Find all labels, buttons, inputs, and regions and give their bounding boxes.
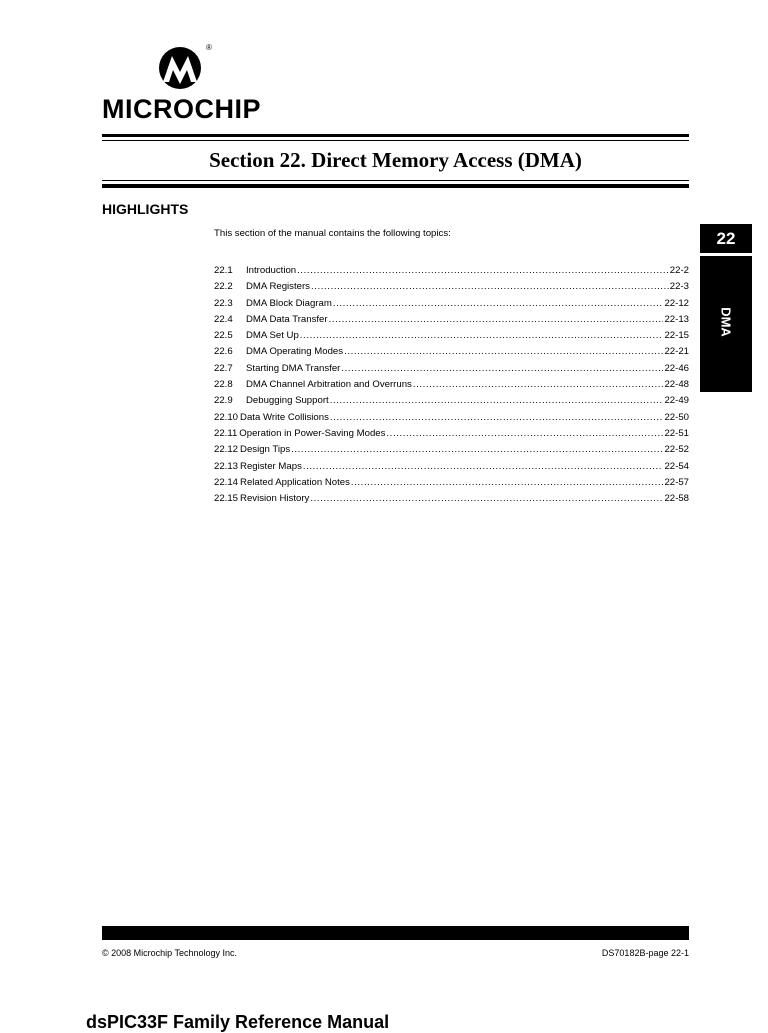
- toc-entry-title: Introduction: [246, 265, 297, 276]
- chapter-tab-label: DMA: [718, 307, 734, 337]
- toc-entry-leader-dots: [413, 378, 664, 391]
- toc-entry-number: 22.13: [214, 460, 239, 472]
- toc-entry[interactable]: [214, 411, 689, 427]
- toc-entry[interactable]: [214, 362, 689, 378]
- microchip-logo-icon: [150, 42, 216, 90]
- toc-entry-title: Starting DMA Transfer: [246, 362, 341, 374]
- toc-entry-page: 22-2: [669, 265, 689, 276]
- toc-entry-page: 22-52: [664, 444, 689, 456]
- toc-entry-number: 22.5: [214, 330, 233, 342]
- toc-entry-number: 22.10: [214, 411, 239, 423]
- toc-entry-page: 22-48: [664, 379, 689, 391]
- toc-entry-number: 22.1: [214, 265, 233, 276]
- toc-entry[interactable]: [214, 460, 689, 476]
- title-rule-bottom-thick: [102, 184, 689, 188]
- toc-entry-number: 22.7: [214, 362, 233, 374]
- toc-entry-title: Revision History: [240, 493, 310, 505]
- toc-entry-leader-dots: [330, 411, 664, 424]
- toc-entry-leader-dots: [303, 460, 664, 473]
- footer-copyright: © 2008 Microchip Technology Inc.: [102, 948, 238, 958]
- toc-entry[interactable]: [214, 378, 689, 394]
- toc-entry-leader-dots: [386, 427, 663, 440]
- toc-entry-title: Design Tips: [240, 444, 291, 456]
- toc-entry-page: 22-51: [664, 427, 689, 439]
- toc-entry-title: DMA Operating Modes: [246, 346, 344, 358]
- toc-entry-title: DMA Channel Arbitration and Overruns: [246, 379, 412, 391]
- toc-entry[interactable]: [214, 313, 689, 329]
- toc-entry-page: 22-21: [664, 346, 689, 358]
- toc-entry-page: 22-46: [664, 362, 689, 374]
- toc-entry[interactable]: [214, 476, 689, 492]
- toc-entry-number: 22.14: [214, 476, 239, 488]
- toc-entry-title: Operation in Power-Saving Modes: [239, 427, 386, 439]
- toc-entry-page: 22-57: [664, 476, 689, 488]
- toc-entry[interactable]: [214, 394, 689, 410]
- toc-entry-number: 22.11: [214, 427, 238, 439]
- toc-entry-leader-dots: [311, 280, 669, 293]
- toc-entry-title: Related Application Notes: [240, 476, 350, 488]
- toc-entry-title: Debugging Support: [246, 395, 329, 407]
- title-rule-top-thin: [102, 140, 689, 141]
- toc-entry-number: 22.4: [214, 313, 233, 325]
- toc-entry[interactable]: [214, 280, 689, 296]
- toc-entry-page: 22-12: [664, 297, 689, 309]
- toc-entry[interactable]: [214, 297, 689, 313]
- toc-entry-number: 22.3: [214, 297, 233, 309]
- toc-entry-leader-dots: [330, 394, 664, 407]
- toc-entry-leader-dots: [310, 492, 663, 505]
- footer-bar: [102, 926, 689, 940]
- title-rule-top-thick: [102, 134, 689, 137]
- toc-entry-title: DMA Registers: [246, 281, 310, 293]
- toc-entry[interactable]: [214, 264, 689, 280]
- toc-entry-leader-dots: [341, 362, 663, 375]
- next-page-header: dsPIC33F Family Reference Manual: [86, 1012, 390, 1032]
- intro-text: This section of the manual contains the following topics:: [214, 228, 451, 239]
- footer-page-ref: DS70182B-page 22-1: [601, 948, 689, 958]
- toc-entry[interactable]: [214, 492, 689, 508]
- microchip-logo: [102, 42, 272, 128]
- toc-entry-number: 22.2: [214, 281, 233, 293]
- toc-entry-leader-dots: [300, 329, 664, 342]
- logo-wordmark: MICROCHIP: [102, 94, 261, 124]
- toc-entry-page: 22-13: [664, 313, 689, 325]
- toc-entry-leader-dots: [344, 345, 663, 358]
- highlights-heading: HIGHLIGHTS: [102, 201, 189, 217]
- toc-entry-page: 22-3: [669, 281, 689, 293]
- toc-entry-page: 22-15: [664, 330, 689, 342]
- toc-entry-number: 22.9: [214, 395, 233, 407]
- toc-entry-page: 22-50: [664, 411, 689, 423]
- toc-entry-leader-dots: [333, 297, 664, 310]
- toc-entry[interactable]: [214, 443, 689, 459]
- toc-entry[interactable]: [214, 345, 689, 361]
- toc-entry-page: 22-58: [664, 493, 689, 505]
- table-of-contents: [214, 264, 689, 508]
- toc-entry-leader-dots: [329, 313, 664, 326]
- toc-entry-title: Register Maps: [240, 460, 302, 472]
- toc-entry-title: DMA Data Transfer: [246, 313, 328, 325]
- chapter-tab-number: 22: [700, 224, 752, 253]
- toc-entry-leader-dots: [297, 264, 669, 277]
- toc-entry-title: Data Write Collisions: [240, 411, 329, 423]
- toc-entry-title: DMA Block Diagram: [246, 297, 332, 309]
- toc-entry-number: 22.12: [214, 444, 239, 456]
- toc-entry-leader-dots: [351, 476, 664, 489]
- toc-entry-leader-dots: [291, 443, 663, 456]
- toc-entry[interactable]: [214, 329, 689, 345]
- toc-entry-number: 22.6: [214, 346, 233, 358]
- toc-entry-number: 22.8: [214, 379, 233, 391]
- section-title: Section 22. Direct Memory Access (DMA): [209, 148, 582, 172]
- toc-entry-page: 22-54: [664, 460, 689, 472]
- toc-entry[interactable]: [214, 427, 689, 443]
- registered-mark: ®: [206, 43, 212, 52]
- chapter-tab: [700, 256, 752, 392]
- toc-entry-number: 22.15: [214, 493, 239, 505]
- title-rule-bottom-thin: [102, 180, 689, 181]
- toc-entry-title: DMA Set Up: [246, 330, 299, 342]
- toc-entry-page: 22-49: [664, 395, 689, 407]
